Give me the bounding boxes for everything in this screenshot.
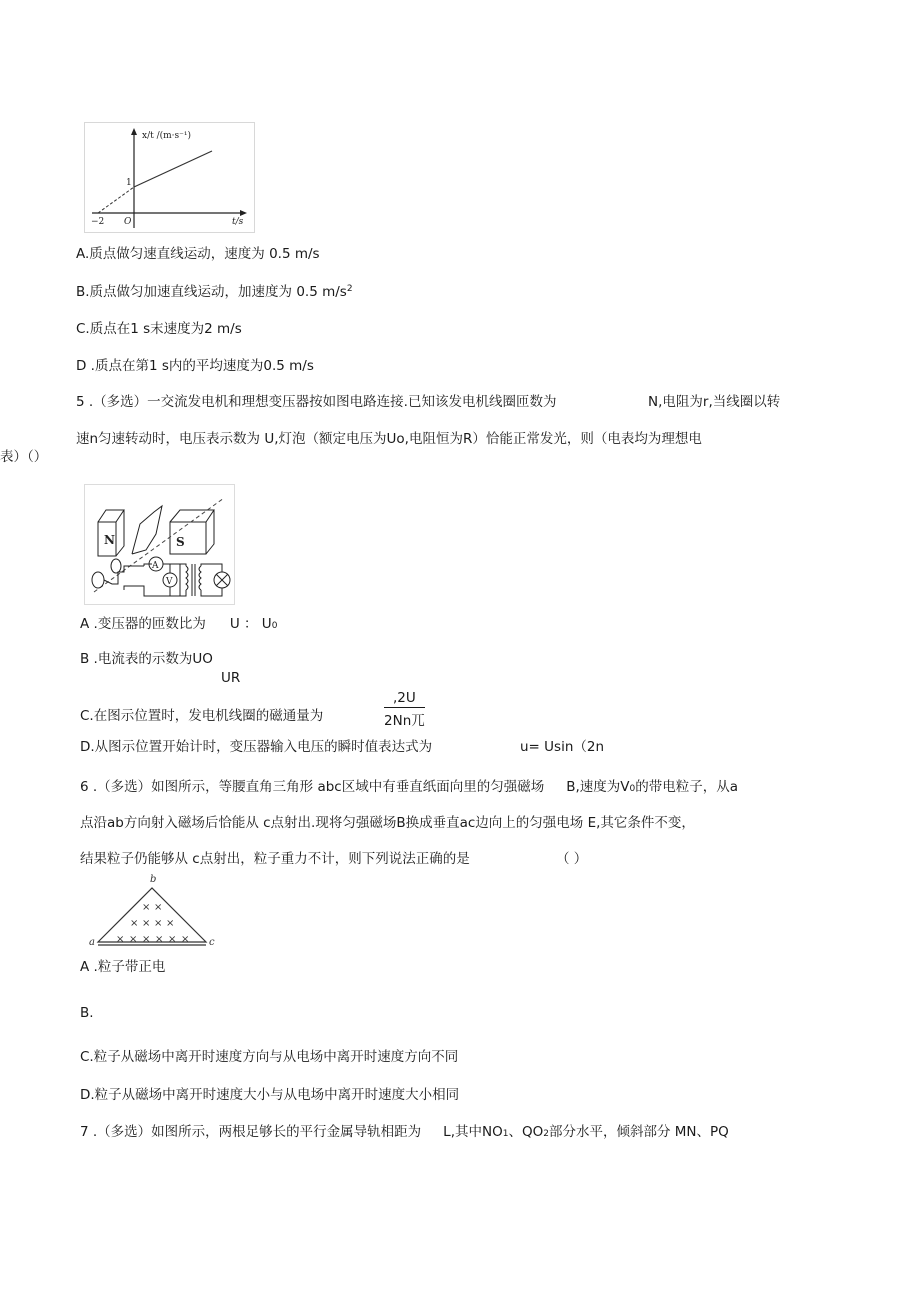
q5-stem-line1a: 5 .（多选）一交流发电机和理想变压器按如图电路连接.已知该发电机线圈匝数为 (76, 394, 557, 410)
q5-option-b-denominator: UR (221, 670, 241, 686)
q5-option-b: B .电流表的示数为UO (80, 651, 213, 667)
q6-stem-line1 (80, 778, 738, 798)
triangle-field-figure (88, 872, 220, 952)
q7-stem-line1 (80, 1123, 729, 1143)
field-cross-icon: × (154, 902, 163, 913)
q5-option-c: C.在图示位置时，发电机线圈的磁通量为 (80, 708, 324, 724)
q7-stem-line1a: 7 .（多选）如图所示，两根足够长的平行金属导轨相距为 (80, 1124, 422, 1140)
q6-option-b: B. (80, 1005, 94, 1021)
n-pole-label: N (104, 533, 115, 547)
field-cross-icon: × (142, 934, 151, 945)
x-axis-label: t/s (232, 217, 244, 227)
q7-stem-line1c: 、QO (508, 1124, 544, 1140)
x-tick-neg-label: −2 (91, 217, 105, 227)
q6-stem-line1c: 的带电粒子，从a (635, 779, 739, 795)
q5-option-a-text: A .变压器的匝数比为 (80, 616, 206, 632)
q6-stem-line1-subscript: 0 (629, 784, 636, 794)
triangle-abc (98, 888, 206, 942)
q7-stem-line1b: L,其中NO (443, 1124, 503, 1140)
q5-stem-line2: 速n匀速转动时，电压表示数为 U,灯泡（额定电压为Uo,电阻恒为R）恰能正常发光，则（电表均为理想电 (76, 431, 702, 447)
q4-option-b (76, 283, 353, 301)
magnetic-field-crosses (116, 902, 189, 945)
q4-option-b-text: B.质点做匀加速直线运动，加速度为 0.5 m/s (76, 284, 347, 300)
q4-option-b-exponent: 2 (346, 284, 353, 294)
q6-stem-line2: 点沿ab方向射入磁场后恰能从 c点射出.现将匀强磁场B换成垂直ac边向上的匀强电场 E,其它条件不变， (80, 815, 695, 831)
q5-option-c-fraction (384, 690, 425, 729)
field-cross-icon: × (129, 934, 138, 945)
field-cross-icon: × (142, 918, 151, 929)
velocity-time-graph (84, 122, 256, 234)
y-tick-label: 1 (126, 178, 132, 188)
y-axis-label: x/t /(m·s⁻¹) (142, 131, 192, 141)
q4-option-a: A.质点做匀速直线运动，速度为 0.5 m/s (76, 246, 320, 262)
ammeter-label: A (152, 561, 159, 571)
q5-option-a (80, 615, 277, 635)
slip-ring (92, 572, 104, 588)
q6-option-a: A .粒子带正电 (80, 959, 166, 975)
generator-transformer-figure (84, 484, 236, 606)
transformer-primary-coil (186, 566, 188, 590)
field-cross-icon: × (181, 934, 190, 945)
q5-stem-line3: 表）（） (0, 449, 48, 465)
q6-stem-line3a: 结果粒子仍能够从 c点射出，粒子重力不计，则下列说法正确的是 (80, 851, 470, 867)
transformer-secondary-coil (199, 566, 201, 590)
q5-stem-line1b: N,电阻为r,当线圈以转 (648, 394, 781, 410)
q4-option-d: D .质点在第1 s内的平均速度为0.5 m/s (76, 358, 314, 374)
q5-option-a-subscript: 0 (271, 621, 278, 631)
rotating-coil (132, 506, 162, 554)
vertex-b-label: b (150, 874, 157, 885)
q4-option-c: C.质点在1 s末速度为2 m/s (76, 321, 242, 337)
field-cross-icon: × (116, 934, 125, 945)
q6-option-d: D.粒子从磁场中离开时速度大小与从电场中离开时速度大小相同 (80, 1087, 460, 1103)
q5-option-c-denominator: 2Nn兀 (384, 713, 425, 729)
data-line (134, 151, 212, 187)
s-pole-label: S (176, 535, 185, 549)
q5-option-c-numerator: ,2U (384, 690, 425, 708)
field-cross-icon: × (155, 934, 164, 945)
origin-label: O (124, 217, 132, 227)
field-cross-icon: × (166, 918, 175, 929)
q6-stem-line3b: （ ） (556, 851, 588, 867)
north-pole-top (98, 510, 124, 522)
q7-stem-line1d: 部分水平，倾斜部分 MN、PQ (548, 1124, 729, 1140)
field-cross-icon: × (168, 934, 177, 945)
q6-stem-line1b: B,速度为V (566, 779, 630, 795)
q7-subscript-2: 2 (543, 1129, 549, 1139)
q5-option-d-formula: u= Usin（2n (520, 739, 605, 755)
field-cross-icon: × (142, 902, 151, 913)
x-axis-arrow-icon (240, 210, 247, 216)
extrapolation-dashed-line (98, 187, 134, 213)
q6-option-c: C.粒子从磁场中离开时速度方向与从电场中离开时速度方向不同 (80, 1049, 459, 1065)
q6-stem-line1a: 6 .（多选）如图所示，等腰直角三角形 abc区域中有垂直纸面向里的匀强磁场 (80, 779, 545, 795)
q5-option-a-formula: U ： U (229, 616, 272, 632)
vertex-c-label: c (209, 937, 215, 948)
field-cross-icon: × (130, 918, 139, 929)
voltmeter-label: V (166, 577, 173, 587)
q7-subscript-1: 1 (502, 1129, 509, 1139)
y-axis-arrow-icon (131, 128, 137, 135)
field-cross-icon: × (154, 918, 163, 929)
q5-option-d: D.从图示位置开始计时，变压器输入电压的瞬时值表达式为 (80, 739, 433, 755)
vertex-a-label: a (89, 937, 95, 948)
